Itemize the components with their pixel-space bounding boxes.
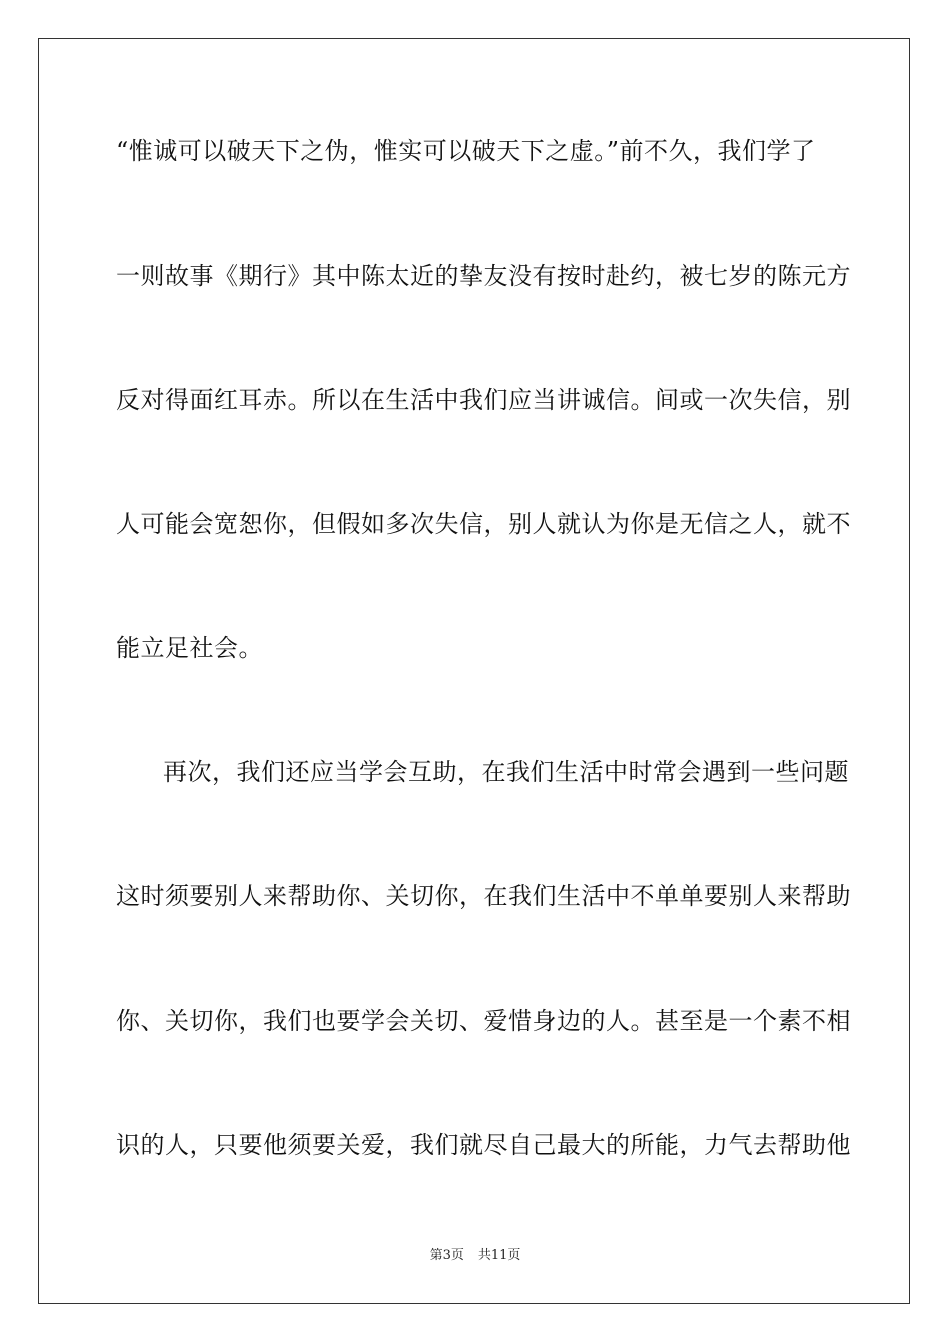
page-border: [38, 38, 910, 1304]
paragraph-line: 识的人，只要他须要关爱，我们就尽自己最大的所能，力气去帮助他: [116, 1131, 851, 1159]
paragraph-line: 再次，我们还应当学会互助，在我们生活中时常会遇到一些问题: [163, 758, 849, 786]
page-total: 共11页: [477, 1248, 521, 1263]
paragraph-line: 一则故事《期行》其中陈太近的挚友没有按时赴约，被七岁的陈元方: [116, 262, 851, 290]
paragraph-line: 人可能会宽恕你，但假如多次失信，别人就认为你是无信之人，就不: [116, 510, 851, 538]
paragraph-line: 能立足社会。: [116, 634, 263, 662]
paragraph-line: 这时须要别人来帮助你、关切你，在我们生活中不单单要别人来帮助: [116, 882, 851, 910]
page-number: 第3页: [429, 1248, 464, 1263]
page-footer: [0, 1248, 950, 1264]
paragraph-line: 反对得面红耳赤。所以在生活中我们应当讲诚信。间或一次失信，别: [116, 386, 851, 414]
paragraph-line: 你、关切你，我们也要学会关切、爱惜身边的人。甚至是一个素不相: [116, 1007, 851, 1035]
paragraph-line: “惟诚可以破天下之伪，惟实可以破天下之虚。”前不久，我们学了: [116, 137, 816, 165]
